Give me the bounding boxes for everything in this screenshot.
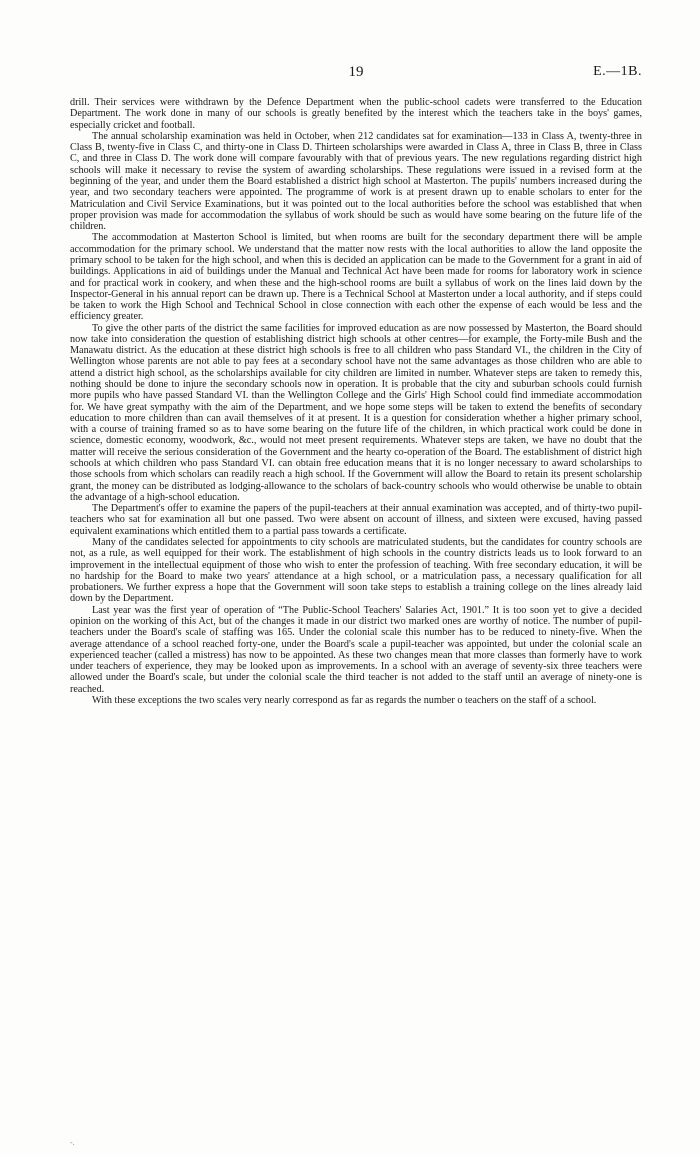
paragraph-masterton-accommodation: The accommodation at Masterton School is limited, but when rooms are built for the secondary department there will be ample accommodation for the primary school. We understand that the matter now rests with the local authorities to allow the land opposite the primary school to be taken for the high school, and when this is decided an application can be made to the Government for a grant in aid of buildings. Applications in aid of buildings under the Manual and Technical Act have been made for rooms for laboratory work in science and for practical work in cookery, and when these and the high-school rooms are built a syllabus of work on the lines laid down by the Inspector-General in his annual report can be drawn up. There is a Technical School at Masterton under a local authority, and if steps could be taken to work the High School and Technical School in close connection with each other the expense of each would be less and the efficiency greater. [70, 232, 642, 323]
page-header [70, 64, 642, 86]
paragraph-pupil-teachers-examination: The Department's offer to examine the papers of the pupil-teachers at their annual examination was accepted, and of thirty-two pupil-teachers who sat for examination all but one passed. Two were absent on account of illness, and sixteen were excused, having passed equivalent examinations which entitled them to a partial pass towards a certificate. [70, 503, 642, 537]
paragraph-scales-correspond: With these exceptions the two scales very nearly correspond as far as regards the number o teachers on the staff of a school. [92, 694, 597, 706]
paragraph-salaries-act: Last year was the first year of operation of “The Public-School Teachers' Salaries Act, 1901.” It is too soon yet to give a decided opinion on the working of this Act, but of the changes it made in our district two marked ones are worthy of notice. The number of pupil-teachers under the Board's scale of staffing was 165. Under the colonial scale this number has to be reduced to ninety-five. When the average attendance of a school reached forty-one, under the Board's scale a pupil-teacher was appointed, but under the colonial scale an experienced teacher (called a mistress) has now to be appointed. As these two changes mean that more classes than formerly have to work under teachers of experience, they may be looked upon as improvements. In a school with an average of seventy-six three teachers were allowed under the Board's scale, but under the colonial scale the third teacher is not added to the staff until an average of ninety-one is reached. [70, 604, 642, 695]
body-text [70, 97, 642, 706]
paragraph-district-high-schools: To give the other parts of the district the same facilities for improved education as are now possessed by Masterton, the Board should now take into consideration the question of establishing district high schools at other centres—for example, the Forty-mile Bush and the Manawatu district. As the education at these district high schools is free to all children who pass Standard VI., the children in the City of Wellington whose parents are not able to pay fees at a secondary school have not the same advantages as those children who are able to attend a district high school, as the scholarships available for city children are limited in number. Whatever steps are taken to remedy this, nothing should be done to injure the secondary schools now in operation. It is probable that the city and suburban schools could furnish more pupils who have passed Standard VI. than the Wellington College and the Girls' High School could find immediate accommodation for. We have great sympathy with the aim of the Department, and we hope some steps will be taken to extend the benefits of secondary education to more children than can avail themselves of it at present. It is a question for consideration whether a higher primary school, with a course of training framed so as to have some bearing on the future life of the children, in which practical work could be done in science, domestic economy, woodwork, &c., would not meet present requirements. Whatever steps are taken, we have no doubt that the matter will receive the serious consideration of the Government and the hearty co-operation of the Board. The establishment of district high schools at which children who pass Standard VI. can obtain free education means that it is no longer necessary to award scholarships to those schools from which scholars can readily reach a high school. If the Government will allow the Board to retain its present scholarship grant, the money can be distributed as lodging-allowance to the scholars of back-country schools who would otherwise be unable to obtain the advantage of a high-school education. [70, 322, 642, 503]
page-number: 19 [348, 64, 364, 80]
paragraph-candidates: Many of the candidates selected for appointments to city schools are matriculated students, but the candidates for country schools are not, as a rule, as well equipped for their work. The establishment of high schools in the country districts leads us to look forward to an improvement in the intellectual equipment of those who wish to enter the profession of teaching. With free secondary education, it will be no hardship for the Board to make two years' attendance at a high school, or a matriculation pass, a necessary qualification for all probationers. We further express a hope that the Government will soon take steps to establish a training college on the lines already laid down by the Department. [70, 536, 642, 605]
paragraph-scholarship-examination: The annual scholarship examination was held in October, when 212 candidates sat for examination—133 in Class A, twenty-three in Class B, twenty-five in Class C, and thirty-one in Class D. Thirteen scholarships were awarded in Class A, three in Class B, three in Class C, and three in Class D. The work done will compare favourably with that of previous years. The new regulations regarding district high schools will make it necessary to revise the system of awarding scholarships. These regulations were issued in a revised form at the beginning of the year, and under them the Board established a district high school at Masterton. The pupils' numbers increased during the year, and two secondary teachers were appointed. The programme of work is at present drawn up to enable scholars to enter for the Matriculation and Civil Service Examinations, but it was pointed out to the local authorities before the school was established that when proper provision was made for accommodation the syllabus of work should be such as would have some bearing on the future life of the children. [70, 130, 642, 233]
document-reference: E.—1B. [593, 64, 642, 79]
paragraph-cadets: drill. Their services were withdrawn by the Defence Department when the public-school cadets were transferred to the Education Department. The work done in many of our schools is greatly benefited by the interest which the teachers take in the boys' games, especially cricket and football. [70, 97, 642, 131]
footer-mark: -. [70, 1138, 75, 1147]
